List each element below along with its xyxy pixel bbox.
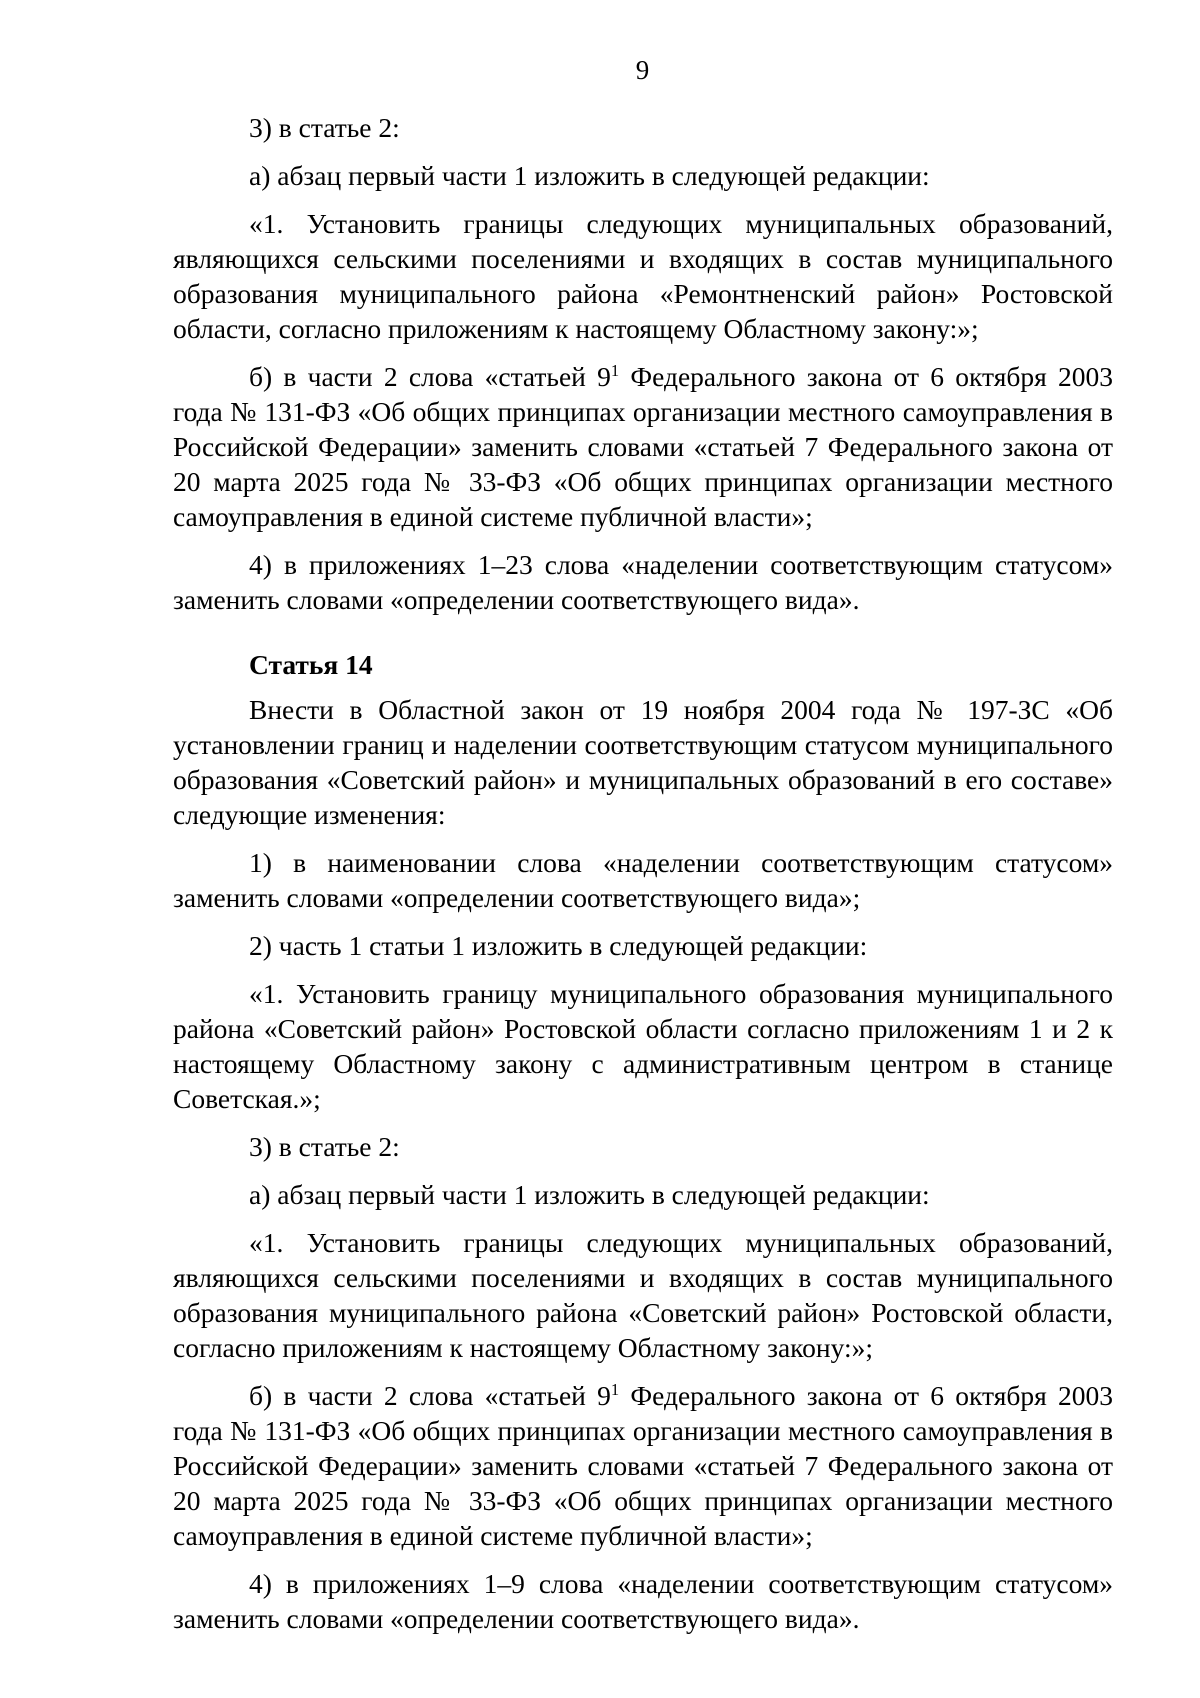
paragraph-subitem-b bbox=[173, 359, 1113, 534]
document-body bbox=[173, 110, 1113, 1649]
paragraph-item-1: 1) в наименовании слова «наделении соответствующим статусом» заменить словами «определении соответствующего вида»; bbox=[173, 847, 1113, 913]
paragraph-quote: «1. Установить границу муниципального образования муниципального района «Советский район» Ростовской области согласно приложениям 1 и 2 к настоящему Областному закону с административным центром в станице Советская.»; bbox=[173, 978, 1113, 1114]
paragraph-item-3: 3) в статье 2: bbox=[249, 1131, 400, 1162]
paragraph-item-2: 2) часть 1 статьи 1 изложить в следующей редакции: bbox=[249, 930, 868, 961]
paragraph-item-3: 3) в статье 2: bbox=[249, 112, 400, 143]
paragraph-text: б) в части 2 слова «статьей 9 bbox=[249, 361, 611, 392]
superscript: 1 bbox=[610, 360, 620, 380]
article-heading: Статья 14 bbox=[249, 649, 373, 680]
paragraph-item-4: 4) в приложениях 1–9 слова «наделении соответствующим статусом» заменить словами «определении соответствующего вида». bbox=[173, 1568, 1113, 1634]
superscript: 1 bbox=[610, 1379, 620, 1399]
paragraph-text: Федерального закона от 6 октября 2003 года № 131-ФЗ «Об общих принципах организации местного самоуправления в Российской Федерации» заменить словами «статьей 7 Федерального закона от 20 марта 2025 года № 33-ФЗ «Об общих принципах организации местного самоуправления в единой системе публичной власти»; bbox=[173, 361, 1113, 532]
paragraph-text: Федерального закона от 6 октября 2003 года № 131-ФЗ «Об общих принципах организации местного самоуправления в Российской Федерации» заменить словами «статьей 7 Федерального закона от 20 марта 2025 года № 33-ФЗ «Об общих принципах организации местного самоуправления в единой системе публичной власти»; bbox=[173, 1380, 1113, 1551]
paragraph-item-4: 4) в приложениях 1–23 слова «наделении соответствующим статусом» заменить словами «определении соответствующего вида». bbox=[173, 549, 1113, 615]
paragraph-subitem-b bbox=[173, 1378, 1113, 1553]
paragraph-subitem-a: а) абзац первый части 1 изложить в следующей редакции: bbox=[249, 1179, 930, 1210]
paragraph-quote: «1. Установить границы следующих муниципальных образований, являющихся сельскими поселениями и входящих в состав муниципального образования муниципального района «Ремонтненский район» Ростовской области, согласно приложениям к настоящему Областному закону:»; bbox=[173, 208, 1113, 344]
page-number: 9 bbox=[635, 55, 650, 85]
paragraph-subitem-a: а) абзац первый части 1 изложить в следующей редакции: bbox=[249, 160, 930, 191]
paragraph-text: б) в части 2 слова «статьей 9 bbox=[249, 1380, 611, 1411]
paragraph-intro: Внести в Областной закон от 19 ноября 2004 года № 197-ЗС «Об установлении границ и наделении соответствующим статусом муниципального образования «Советский район» и муниципальных образований в его составе» следующие изменения: bbox=[173, 694, 1113, 830]
paragraph-quote: «1. Установить границы следующих муниципальных образований, являющихся сельскими поселениями и входящих в состав муниципального образования муниципального района «Советский район» Ростовской области, согласно приложениям к настоящему Областному закону:»; bbox=[173, 1227, 1113, 1363]
